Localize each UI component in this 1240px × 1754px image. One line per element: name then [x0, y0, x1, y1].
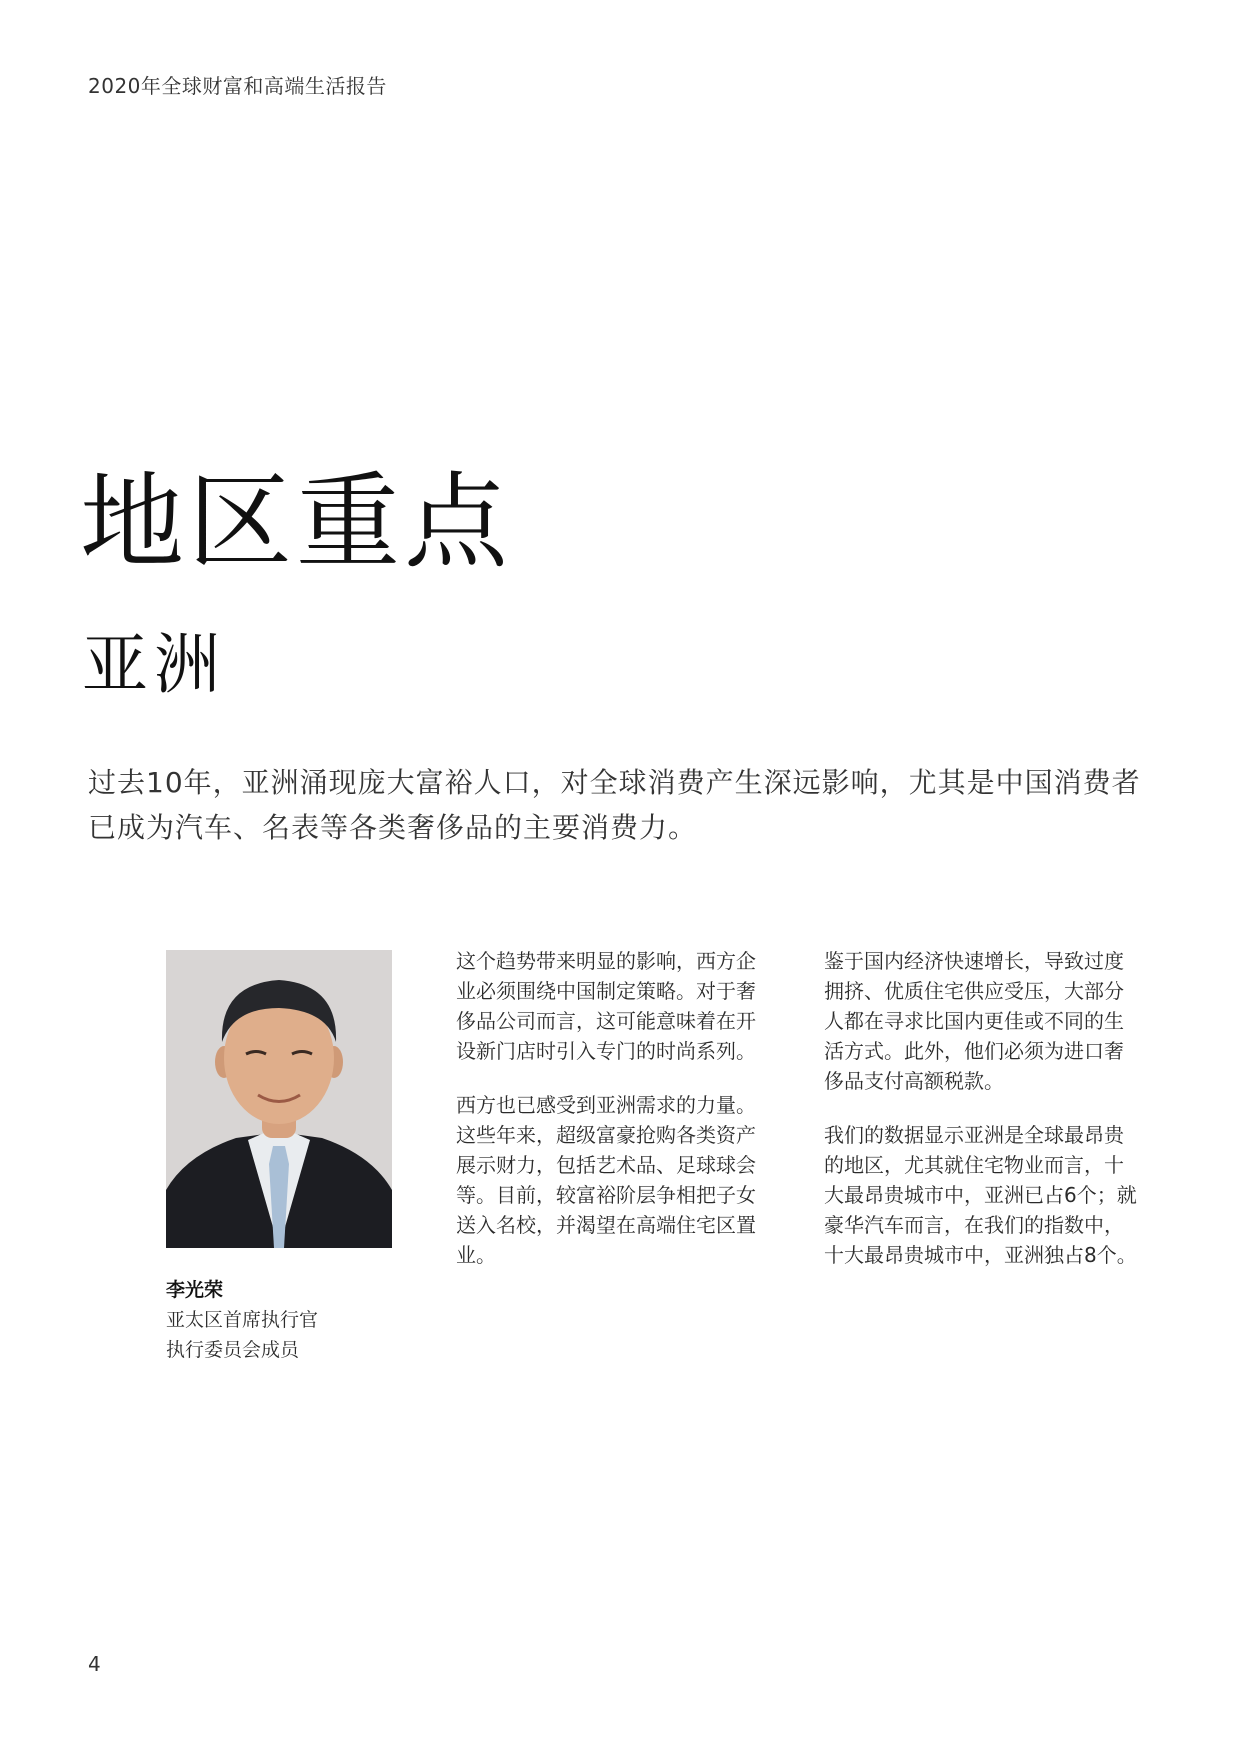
body-column-1 [456, 946, 774, 1294]
profile-role: 亚太区首席执行官 [166, 1309, 319, 1331]
page-title: 地区重点 [80, 461, 513, 583]
column2-paragraph-1: 鉴于国内经济快速增长，导致过度拥挤、优质住宅供应受压，大部分人都在寻求比国内更佳或不同的生活方式。此外，他们必须为进口奢侈品支付高额税款。 [824, 949, 1124, 1093]
report-header: 2020年全球财富和高端生活报告 [88, 74, 387, 98]
profile-caption [166, 1275, 318, 1365]
page-number: 4 [88, 1652, 101, 1676]
page-subtitle: 亚洲 [82, 626, 226, 703]
column1-paragraph-2: 西方也已感受到亚洲需求的力量。这些年来，超级富豪抢购各类资产展示财力，包括艺术品、足球球会等。目前，较富裕阶层争相把子女送入名校，并渴望在高端住宅区置业。 [456, 1093, 756, 1267]
column2-paragraph-2: 我们的数据显示亚洲是全球最昂贵的地区，尤其就住宅物业而言，十大最昂贵城市中，亚洲已占6个；就豪华汽车而言，在我们的指数中，十大最昂贵城市中，亚洲独占8个。 [824, 1123, 1137, 1267]
profile-name: 李光荣 [166, 1279, 224, 1301]
column1-paragraph-1: 这个趋势带来明显的影响，西方企业必须围绕中国制定策略。对于奢侈品公司而言，这可能意味着在开设新门店时引入专门的时尚系列。 [456, 949, 756, 1063]
profile-role-secondary: 执行委员会成员 [166, 1339, 300, 1361]
intro-paragraph: 过去10年，亚洲涌现庞大富裕人口，对全球消费产生深远影响，尤其是中国消费者已成为汽车、名表等各类奢侈品的主要消费力。 [88, 766, 1141, 844]
executive-portrait [166, 950, 392, 1248]
body-column-2 [824, 946, 1142, 1294]
